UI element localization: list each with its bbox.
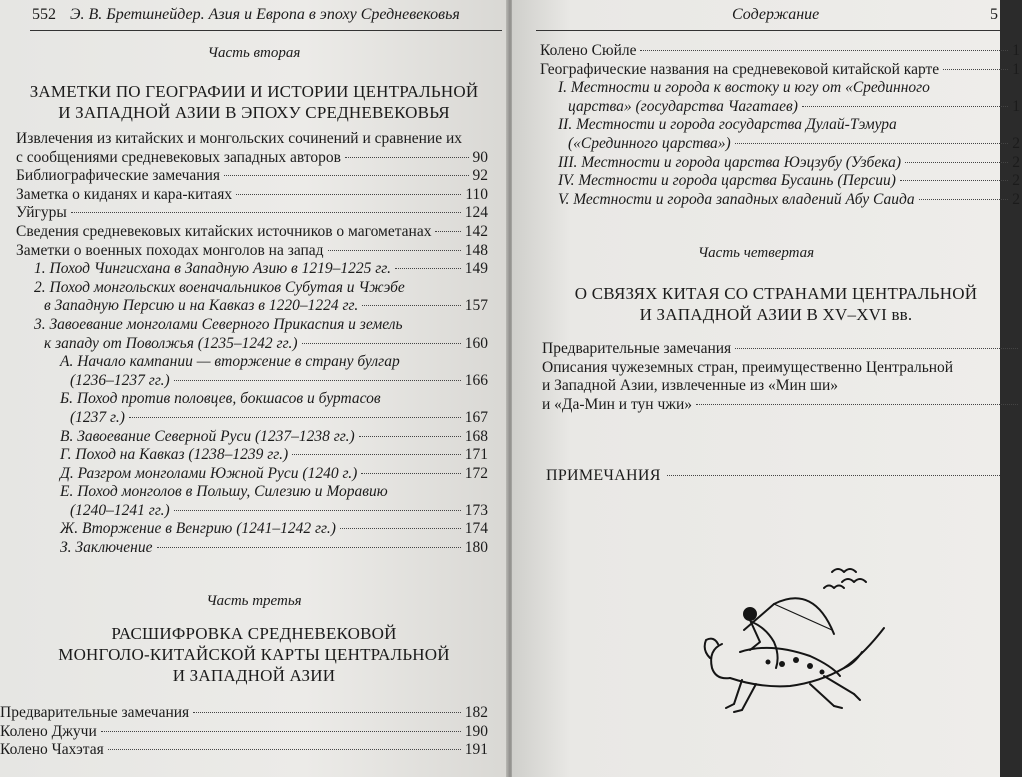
- leader-dots: [640, 50, 1008, 51]
- toc-entry-title: (1237 г.): [70, 408, 125, 426]
- heading-line: И ЗАПАДНОЙ АЗИИ В ЭПОХУ СРЕДНЕВЕКОВЬЯ: [58, 103, 450, 122]
- toc-entry-title: Ж. Вторжение в Венгрию (1241–1242 гг.): [60, 520, 336, 538]
- toc-entry: [540, 154, 1020, 173]
- header-rule: [536, 30, 1000, 31]
- toc-page-number: 1: [1012, 97, 1020, 115]
- toc-page-number: 173: [464, 501, 488, 519]
- leader-dots: [129, 417, 461, 418]
- toc-entry-title: Извлечения из китайских и монгольских сочинений и сравнение их: [16, 130, 463, 147]
- leader-dots: [667, 475, 1000, 476]
- mounted-archer-illustration: [692, 560, 892, 720]
- leader-dots: [802, 106, 1008, 107]
- toc-page-number: 190: [464, 722, 488, 740]
- toc-page-number: 2: [1012, 190, 1020, 208]
- toc-entry: [16, 260, 488, 279]
- toc-entry: [0, 723, 488, 742]
- toc-entry: [16, 520, 488, 539]
- toc-entry: [540, 172, 1020, 191]
- toc-page-number: 1: [1012, 42, 1020, 59]
- running-head-title: Э. В. Бретшнейдер. Азия и Европа в эпоху Средневековья: [70, 6, 460, 23]
- toc-entry-title: царства» (государства Чагатаев): [568, 97, 798, 115]
- leader-dots: [157, 547, 461, 548]
- running-head-left: [32, 6, 460, 24]
- toc-entry-title: Уйгуры: [16, 204, 67, 222]
- toc-entry: [16, 483, 488, 520]
- toc-entry-title: Предварительные замечания: [542, 340, 732, 357]
- toc-entry: [16, 223, 488, 242]
- part-two-heading: [0, 81, 508, 123]
- leader-dots: [696, 404, 1018, 405]
- part-three-heading: [0, 623, 508, 686]
- toc-entry: [16, 186, 488, 205]
- leader-dots: [108, 749, 461, 750]
- toc-entry-title: В. Завоевание Северной Руси (1237–1238 гг.): [60, 427, 355, 445]
- left-page: [0, 0, 508, 777]
- toc-part-four: [542, 340, 1022, 414]
- heading-line: О СВЯЗЯХ КИТАЯ СО СТРАНАМИ ЦЕНТРАЛЬНОЙ: [574, 284, 978, 303]
- toc-entry: [16, 539, 488, 558]
- notes-entry: [546, 467, 1000, 485]
- toc-entry-title: Д. Разгром монголами Южной Руси (1240 г.): [60, 464, 358, 482]
- heading-line: И ЗАПАДНОЙ АЗИИ В XV–XVI вв.: [639, 305, 913, 324]
- toc-entry-title: 2. Поход монгольских военачальников Субутая и Чжэбе: [34, 278, 405, 296]
- leader-dots: [905, 162, 1008, 163]
- leader-dots: [359, 436, 461, 437]
- leader-dots: [395, 268, 461, 269]
- leader-dots: [302, 343, 461, 344]
- toc-entry: [542, 359, 1022, 415]
- leader-dots: [328, 250, 461, 251]
- leader-dots: [943, 69, 1008, 70]
- toc-page-number: 174: [464, 520, 488, 538]
- toc-page-number: 191: [464, 741, 488, 759]
- leader-dots: [292, 454, 461, 455]
- notes-label: ПРИМЕЧАНИЯ: [546, 467, 661, 484]
- toc-entry: [16, 353, 488, 390]
- toc-page-number: 2: [1012, 153, 1020, 171]
- toc-entry-title: и «Да-Мин и тун чжи»: [542, 395, 692, 413]
- page-number-partial: [990, 6, 1012, 24]
- toc-entry: [542, 340, 1022, 359]
- toc-entry: [16, 428, 488, 447]
- toc-entry: [540, 116, 1020, 153]
- toc-entry: [16, 167, 488, 186]
- toc-page-number: 167: [464, 408, 488, 426]
- heading-line: РАСШИФРОВКА СРЕДНЕВЕКОВОЙ: [111, 624, 397, 643]
- toc-page-number: 168: [464, 427, 488, 445]
- toc-page-number: 160: [464, 334, 488, 352]
- toc-entry: [0, 741, 488, 760]
- toc-entry: [16, 204, 488, 223]
- toc-entry: [16, 242, 488, 261]
- toc-page-number: 2: [1012, 134, 1020, 152]
- toc-entry-title: 3. Завоевание монголами Северного Прикаспия и земель: [34, 315, 403, 333]
- toc-entry-title: 1. Поход Чингисхана в Западную Азию в 1219–1225 гг.: [34, 260, 392, 278]
- toc-entry-title: Географические названия на средневековой китайской карте: [540, 60, 940, 78]
- leader-dots: [71, 212, 461, 213]
- page-number: 5: [990, 6, 998, 23]
- toc-page-number: 166: [464, 371, 488, 389]
- toc-entry-title: Колено Джучи: [0, 722, 97, 740]
- toc-entry-title: II. Местности и города государства Дулай-Тэмура: [558, 116, 897, 134]
- heading-line: И ЗАПАДНОЙ АЗИИ: [172, 666, 336, 685]
- part-four-heading: [552, 283, 1000, 325]
- toc-entry-title: Сведения средневековых китайских источников о магометанах: [16, 222, 432, 240]
- toc-entry-title: в Западную Персию и на Кавказ в 1220–1224 гг.: [44, 297, 359, 315]
- toc-entry: [0, 704, 488, 723]
- toc-entry-title: (1240–1241 гг.): [70, 501, 170, 519]
- toc-page-number: 180: [464, 539, 488, 557]
- leader-dots: [193, 712, 461, 713]
- toc-entry-title: З. Заключение: [60, 539, 153, 557]
- toc-entry-title: Заметки о военных походах монголов на запад: [16, 241, 324, 259]
- toc-entry: [16, 465, 488, 484]
- toc-page-number: 90: [472, 148, 488, 166]
- toc-page-number: 149: [464, 260, 488, 278]
- toc-entry-title: Б. Поход против половцев, бокшасов и буртасов: [60, 390, 381, 408]
- toc-entry: [540, 79, 1020, 116]
- toc-entry-title: и Западной Азии, извлеченные из «Мин ши»: [542, 377, 839, 395]
- toc-entry-title: I. Местности и города к востоку и югу от «Срединного: [558, 79, 930, 97]
- leader-dots: [435, 231, 460, 232]
- page-number: 552: [32, 6, 56, 23]
- toc-entry: [16, 316, 488, 353]
- toc-entry-title: Описания чужеземных стран, преимущественно Центральной: [542, 358, 954, 376]
- toc-entry-title: III. Местности и города царства Юэцзубу (Узбека): [558, 153, 902, 171]
- toc-page-number: 172: [464, 464, 488, 482]
- toc-page-number: 142: [464, 222, 488, 240]
- header-rule: [30, 30, 502, 31]
- toc-page-number: 2: [1012, 172, 1020, 190]
- toc-entry-title: IV. Местности и города царства Бусаинь (Персии): [558, 172, 896, 190]
- toc-entry: [540, 42, 1020, 61]
- toc-entry: [540, 191, 1020, 210]
- toc-entry-title: Е. Поход монголов в Польшу, Силезию и Моравию: [60, 483, 388, 501]
- leader-dots: [174, 380, 461, 381]
- leader-dots: [101, 731, 461, 732]
- leader-dots: [345, 157, 468, 158]
- running-head-right: Содержание: [732, 6, 820, 23]
- leader-dots: [361, 473, 460, 474]
- toc-entry-title: (1236–1237 гг.): [70, 371, 170, 389]
- leader-dots: [224, 175, 468, 176]
- toc-part-three: [0, 704, 488, 760]
- heading-line: ЗАМЕТКИ ПО ГЕОГРАФИИ И ИСТОРИИ ЦЕНТРАЛЬНОЙ: [29, 82, 479, 101]
- leader-dots: [340, 528, 461, 529]
- leader-dots: [735, 143, 1009, 144]
- toc-entry-title: Библиографические замечания: [16, 167, 221, 185]
- leader-dots: [236, 194, 461, 195]
- leader-dots: [900, 180, 1008, 181]
- toc-entry-title: Г. Поход на Кавказ (1238–1239 гг.): [60, 446, 289, 464]
- leader-dots: [362, 305, 461, 306]
- part-two-label: Часть вторая: [207, 45, 301, 61]
- toc-entry-title: («Срединного царства»): [568, 134, 731, 152]
- toc-entry: [16, 279, 488, 316]
- heading-line: МОНГОЛО-КИТАЙСКОЙ КАРТЫ ЦЕНТРАЛЬНОЙ: [58, 645, 450, 664]
- toc-right-top: [540, 42, 1020, 209]
- toc-entry-title: V. Местности и города западных владений Абу Саида: [558, 190, 915, 208]
- toc-entry: [16, 390, 488, 427]
- toc-entry: [540, 61, 1020, 80]
- part-three-label: Часть третья: [206, 593, 302, 609]
- toc-page-number: 157: [464, 297, 488, 315]
- toc-entry: [16, 446, 488, 465]
- toc-entry-title: Предварительные замечания: [0, 704, 190, 721]
- toc-page-number: 92: [472, 167, 488, 185]
- toc-entry-title: А. Начало кампании — вторжение в страну булгар: [60, 353, 400, 371]
- toc-page-number: 182: [464, 704, 488, 721]
- toc-entry-title: к западу от Поволжья (1235–1242 гг.): [44, 334, 298, 352]
- toc-entry: [16, 130, 488, 167]
- leader-dots: [919, 199, 1009, 200]
- toc-page-number: 171: [464, 446, 488, 464]
- toc-page-number: 110: [465, 185, 488, 203]
- toc-entry-title: Заметка о киданях и кара-китаях: [16, 185, 233, 203]
- toc-entry-title: Колено Чахэтая: [0, 741, 104, 759]
- leader-dots: [735, 348, 1018, 349]
- leader-dots: [174, 510, 461, 511]
- toc-entry-title: Колено Сюйле: [540, 42, 637, 59]
- toc-page-number: 1: [1012, 60, 1020, 78]
- toc-part-two: [16, 130, 488, 558]
- toc-page-number: 124: [464, 204, 488, 222]
- part-four-label: Часть четвертая: [697, 245, 815, 261]
- toc-entry-title: с сообщениями средневековых западных авторов: [16, 148, 342, 166]
- toc-page-number: 148: [464, 241, 488, 259]
